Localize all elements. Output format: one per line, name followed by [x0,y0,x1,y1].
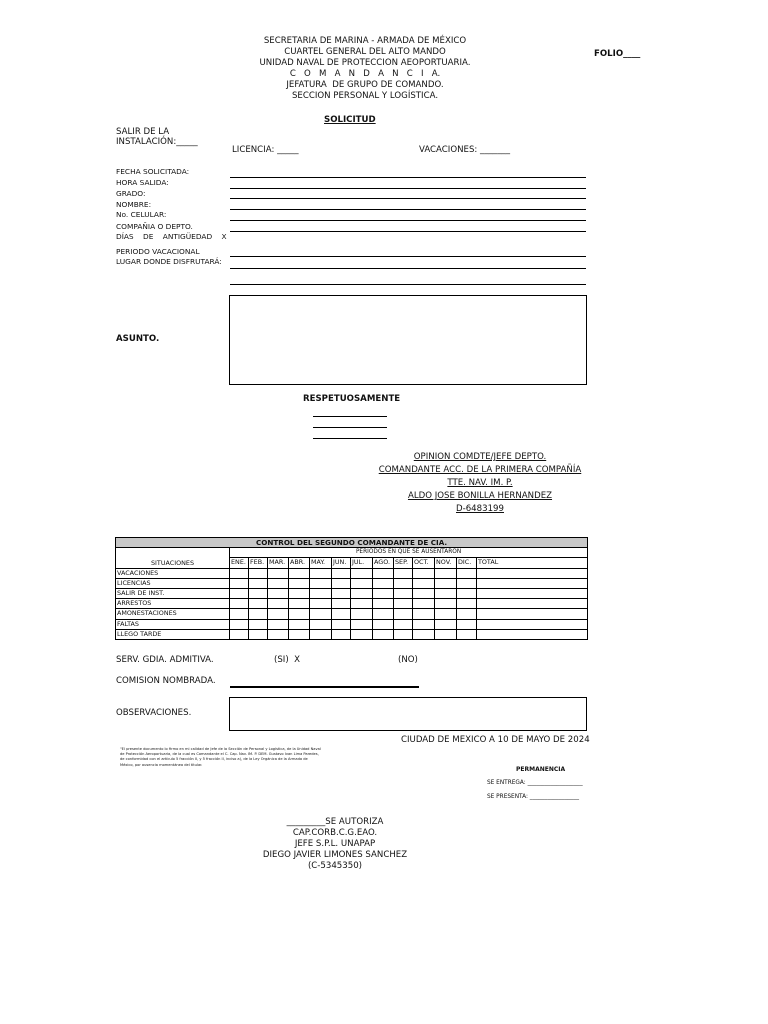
month-header: FEB. [249,558,268,568]
month-header: JUN. [332,558,351,568]
total-cell[interactable] [477,588,588,598]
grado-input-line[interactable] [230,198,586,199]
servicio-label: SERV. GDIA. ADMITIVA. [116,655,214,665]
salir-label-line2: INSTALACIÓN:_____ [116,137,198,147]
total-cell[interactable] [477,568,588,578]
total-cell[interactable] [477,619,588,629]
situacion-label: LICENCIAS [116,578,230,588]
total-cell[interactable] [477,629,588,639]
control-table-title: CONTROL DEL SEGUNDO COMANDANTE DE CIA. [116,538,588,548]
month-cell[interactable] [289,578,310,588]
table-row [116,619,588,629]
month-cell[interactable] [230,629,249,639]
month-cell[interactable] [332,619,351,629]
month-cell[interactable] [394,588,413,598]
month-cell[interactable] [373,588,394,598]
month-cell[interactable] [351,588,373,598]
month-cell[interactable] [310,619,332,629]
field-label-grado: GRADO: [116,189,146,198]
permanencia-title: PERMANENCIA [516,766,566,773]
month-cell[interactable] [435,629,457,639]
observaciones-label: OBSERVACIONES. [116,708,192,718]
servicio-no-option[interactable]: (NO) [398,655,418,665]
month-cell[interactable] [230,609,249,619]
table-row [116,609,588,619]
field-label-celular: No. CELULAR: [116,210,167,219]
periods-header: PERIODOS EN QUE SE AUSENTARON [230,548,588,558]
month-cell[interactable] [249,599,268,609]
licencia-field[interactable]: LICENCIA: _____ [232,145,299,155]
field-label-fecha: FECHA SOLICITADA: [116,167,190,176]
month-cell[interactable] [413,578,435,588]
situacion-label: FALTAS [116,619,230,629]
situacion-label: ARRESTOS [116,599,230,609]
month-cell[interactable] [394,609,413,619]
month-header: ENE. [230,558,249,568]
month-cell[interactable] [413,629,435,639]
fecha-lugar: CIUDAD DE MEXICO A 10 DE MAYO DE 2024 [401,735,590,745]
month-cell[interactable] [230,599,249,609]
fine-print: "El presente documento lo firmo en mi calidad de Jefe de la Sección de Personal y Logística, de la Unidad Naval de Protección Aeroportuaria, de la cual es Comandante el C. Cap. Nav. IM. P. DEM. Gustavo Ivan Lima Paredes, de conformidad con el artículo 5 fracción II, y 5 fracción II, inciso a), de la Ley Orgánica de la Armada de México, por ausencia momentánea del titular. [120,747,321,767]
month-cell[interactable] [268,599,289,609]
month-header: MAY. [310,558,332,568]
month-cell[interactable] [351,619,373,629]
month-cell[interactable] [373,619,394,629]
month-cell[interactable] [435,609,457,619]
lugar-input-line[interactable] [230,268,586,269]
nombre-input-line[interactable] [230,209,586,210]
month-cell[interactable] [373,578,394,588]
month-cell[interactable] [289,599,310,609]
salir-label-line1: SALIR DE LA [116,127,170,137]
control-table-body [116,568,588,639]
lugar-input-line-2[interactable] [230,284,586,285]
month-cell[interactable] [394,599,413,609]
opinion-block [330,451,630,516]
month-cell[interactable] [289,619,310,629]
month-cell[interactable] [332,609,351,619]
header-line: SECCION PERSONAL Y LOGÍSTICA. [291,91,439,101]
table-row [116,578,588,588]
month-cell[interactable] [413,568,435,578]
month-header: ABR. [289,558,310,568]
field-label-lugar: LUGAR DONDE DISFRUTARÁ: [116,257,222,266]
header-line: JEFATURA DE GRUPO DE COMANDO. [286,80,444,90]
month-cell[interactable] [268,578,289,588]
total-cell[interactable] [477,578,588,588]
header-block [200,36,530,102]
field-label-compania: COMPAÑIA O DEPTO. [116,222,193,231]
opinion-grado: TTE. NAV. IM. P. [447,478,513,488]
month-cell[interactable] [373,609,394,619]
situacion-label: AMONESTACIONES [116,609,230,619]
comision-input-line[interactable] [230,686,419,688]
month-cell[interactable] [351,578,373,588]
month-header: NOV. [435,558,457,568]
month-cell[interactable] [249,619,268,629]
opinion-matricula: D-6483199 [456,504,504,514]
month-cell[interactable] [413,619,435,629]
hora-input-line[interactable] [230,188,586,189]
month-header: MAR. [268,558,289,568]
month-header: DIC. [457,558,477,568]
month-cell[interactable] [310,629,332,639]
autoriza-cargo: JEFE S.P.L. UNAPAP [294,839,376,849]
signature-line[interactable] [313,416,387,417]
month-cell[interactable] [249,578,268,588]
autoriza-grado: CAP.CORB.C.G.EAO. [292,828,378,838]
header-line: CUARTEL GENERAL DEL ALTO MANDO [284,47,446,57]
comision-label: COMISION NOMBRADA. [116,676,216,686]
situacion-label: LLEGO TARDE [116,629,230,639]
month-cell[interactable] [457,599,477,609]
folio-field[interactable]: FOLIO____ [594,49,641,59]
month-cell[interactable] [351,599,373,609]
month-cell[interactable] [249,568,268,578]
situacion-label: VACACIONES [116,568,230,578]
month-cell[interactable] [310,568,332,578]
opinion-nombre: ALDO JOSE BONILLA HERNANDEZ [407,491,553,501]
month-cell[interactable] [457,629,477,639]
asunto-label: ASUNTO. [116,334,160,344]
month-cell[interactable] [332,578,351,588]
field-label-periodo: PERIODO VACACIONAL [116,247,200,256]
autoriza-block [230,817,440,872]
month-cell[interactable] [230,568,249,578]
celular-input-line[interactable] [230,220,586,221]
fecha-input-line[interactable] [230,177,586,178]
month-cell[interactable] [435,599,457,609]
month-header: AGO. [373,558,394,568]
vacaciones-field[interactable]: VACACIONES: _______ [419,145,511,155]
table-row [116,568,588,578]
month-cell[interactable] [394,568,413,578]
table-row [116,588,588,598]
month-cell[interactable] [249,609,268,619]
month-cell[interactable] [310,599,332,609]
month-cell[interactable] [249,588,268,598]
se-entrega-field[interactable]: SE ENTREGA: ___________________ [487,780,583,786]
month-cell[interactable] [373,629,394,639]
signature-line[interactable] [313,438,387,439]
month-cell[interactable] [351,609,373,619]
month-cell[interactable] [457,568,477,578]
signature-line[interactable] [313,427,387,428]
compania-input-line[interactable] [230,231,586,232]
month-cell[interactable] [289,568,310,578]
autoriza-matricula: (C-5345350) [307,861,363,871]
month-cell[interactable] [332,588,351,598]
month-cell[interactable] [457,609,477,619]
month-header: SEP. [394,558,413,568]
respetuosamente-label: RESPETUOSAMENTE [303,394,401,404]
month-cell[interactable] [230,588,249,598]
month-cell[interactable] [351,568,373,578]
month-cell[interactable] [435,578,457,588]
periodo-input-line[interactable] [230,256,586,257]
table-row [116,599,588,609]
field-label-hora: HORA SALIDA: [116,178,169,187]
opinion-title: OPINION COMDTE/JEFE DEPTO. [413,452,547,462]
month-cell[interactable] [435,619,457,629]
month-cell[interactable] [413,588,435,598]
month-cell[interactable] [289,629,310,639]
month-cell[interactable] [332,568,351,578]
month-cell[interactable] [435,588,457,598]
total-cell[interactable] [477,609,588,619]
control-table [115,537,588,640]
month-cell[interactable] [332,599,351,609]
month-cell[interactable] [268,629,289,639]
month-cell[interactable] [394,619,413,629]
field-label-antiguedad: DÍAS DE ANTIGÜEDAD X [116,232,227,241]
month-cell[interactable] [373,568,394,578]
month-cell[interactable] [310,609,332,619]
month-header: OCT. [413,558,435,568]
month-cell[interactable] [230,578,249,588]
month-cell[interactable] [310,578,332,588]
month-cell[interactable] [457,578,477,588]
month-cell[interactable] [268,609,289,619]
month-cell[interactable] [435,568,457,578]
month-cell[interactable] [332,629,351,639]
month-cell[interactable] [394,578,413,588]
month-cell[interactable] [268,568,289,578]
month-cell[interactable] [268,619,289,629]
month-cell[interactable] [413,609,435,619]
servicio-si-option[interactable]: (SI) X [274,655,301,665]
month-cell[interactable] [373,599,394,609]
autoriza-line: _________SE AUTORIZA [286,817,384,827]
page-title: SOLICITUD [324,115,376,125]
month-cell[interactable] [289,588,310,598]
salir-instalacion-field[interactable] [116,127,198,147]
opinion-cargo: COMANDANTE ACC. DE LA PRIMERA COMPAÑÍA [378,465,582,475]
asunto-textarea[interactable] [229,295,587,385]
month-cell[interactable] [230,619,249,629]
situaciones-header: SITUACIONES [116,548,230,568]
month-cell[interactable] [310,588,332,598]
total-cell[interactable] [477,599,588,609]
field-label-nombre: NOMBRE: [116,200,152,209]
month-cell[interactable] [268,588,289,598]
month-cell[interactable] [351,629,373,639]
month-cell[interactable] [413,599,435,609]
se-presenta-field[interactable]: SE PRESENTA: _________________ [487,794,580,800]
month-header: JUL. [351,558,373,568]
table-row [116,629,588,639]
total-header: TOTAL [477,558,588,568]
header-line: C O M A N D A N C I A. [289,69,441,79]
header-line: UNIDAD NAVAL DE PROTECCION AEOPORTUARIA. [259,58,471,68]
autoriza-nombre: DIEGO JAVIER LIMONES SANCHEZ [262,850,408,860]
month-cell[interactable] [289,609,310,619]
situacion-label: SALIR DE INST. [116,588,230,598]
month-cell[interactable] [394,629,413,639]
header-line: SECRETARIA DE MARINA - ARMADA DE MÉXICO [263,36,467,46]
observaciones-textarea[interactable] [229,697,587,731]
month-cell[interactable] [457,619,477,629]
month-cell[interactable] [457,588,477,598]
month-cell[interactable] [249,629,268,639]
